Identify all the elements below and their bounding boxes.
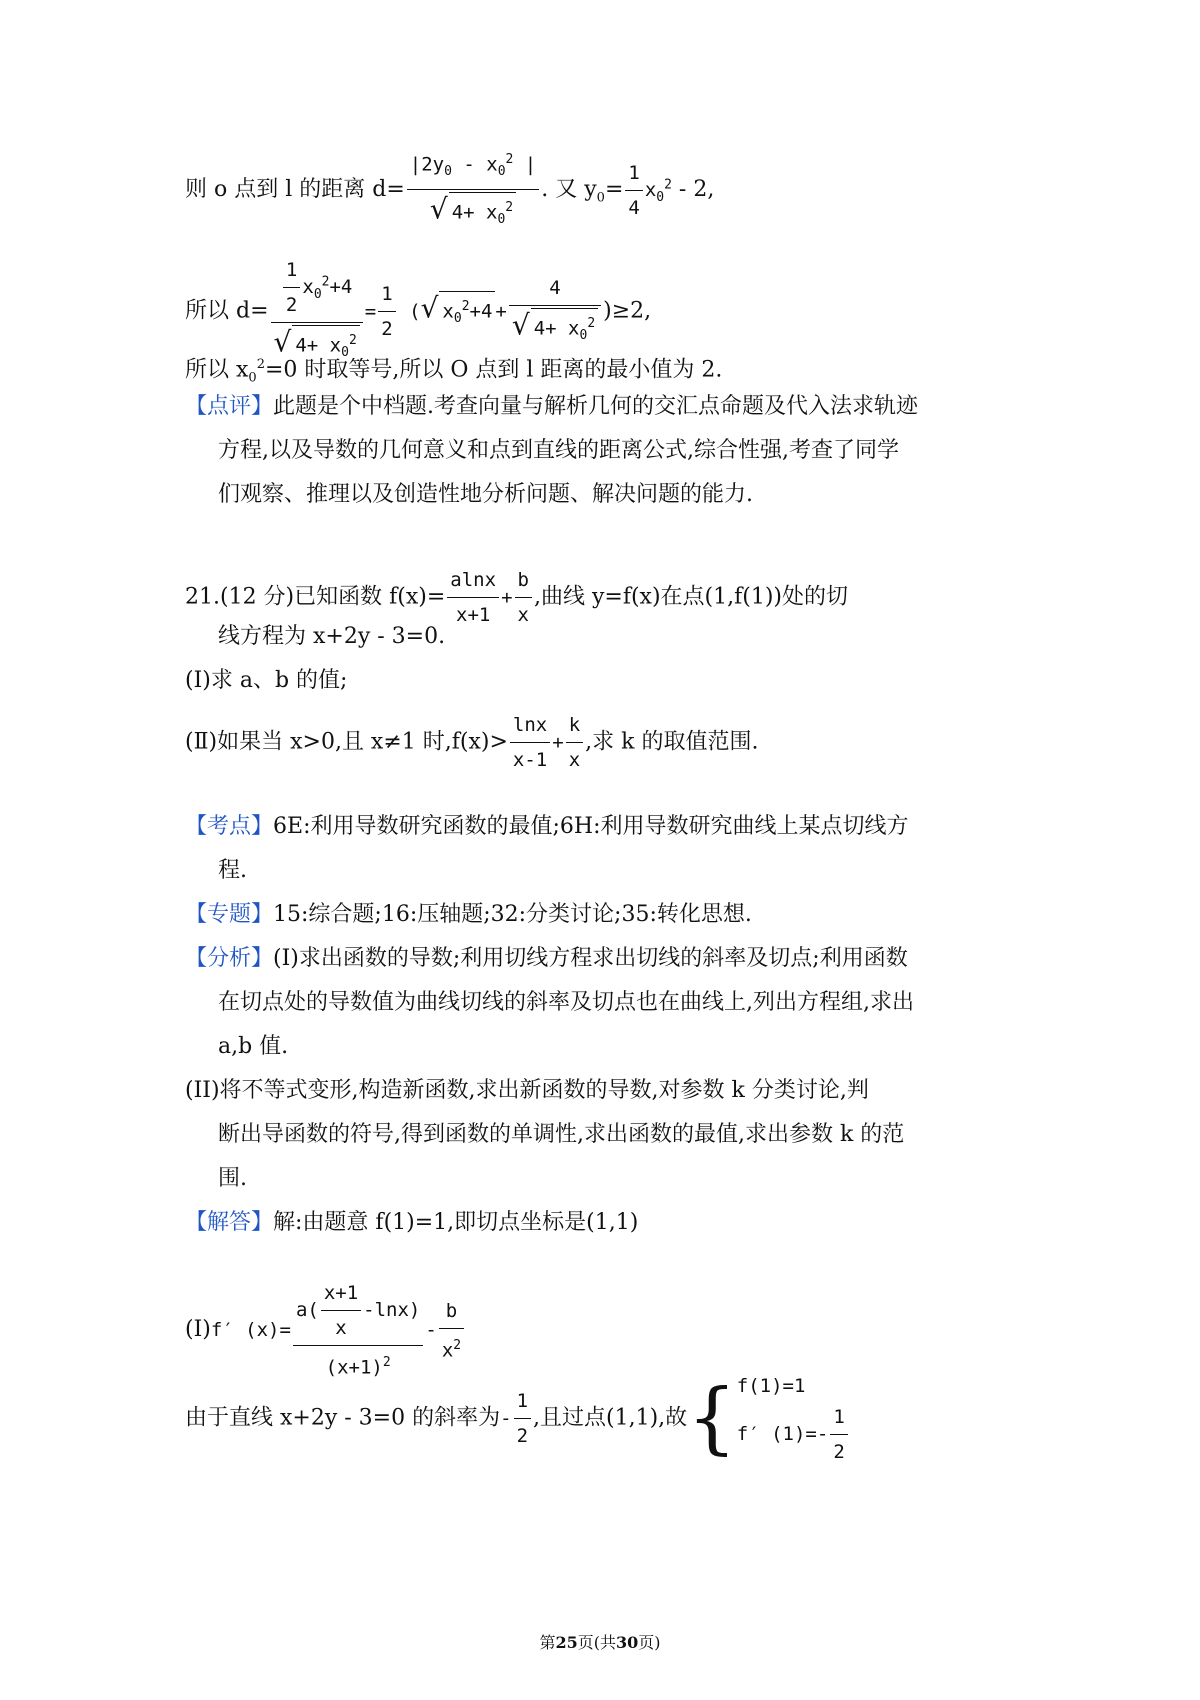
fenxi-line-3: a,b 值. [218,1034,289,1059]
jieda-label: 【解答】 [185,1210,274,1235]
zhuanti-label: 【专题】 [185,902,274,927]
problem-21-line-2: 线方程为 x+2y - 3=0. [218,624,446,649]
comment-label: 【点评】 [185,394,274,419]
comment-line-3: 们观察、推理以及创造性地分析问题、解决问题的能力. [218,482,753,507]
fenxi-label: 【分析】 [185,946,274,971]
distance-fraction: $\frac{|2y_0 - x_0^2 |}{√ 4+ x_0^2}$ [407,145,539,235]
distance-line: 则 o 点到 l 的距离 d= $\frac{|2y_0 - x_0^2 |}{√ 4+ x_0^2}$ . 又 $y_0=$ $\frac{1}{4}$ $x_0^2 - 2$, [185,145,714,235]
derivative-line: (Ⅰ)f′ (x)= a( $\frac{x+1}{x}$ -lnx) $(x+1)^2$ - $\frac{b}{x^2}$ [185,1278,466,1382]
slope-line: 由于直线 x+2y - 3=0 的斜率为- $\frac{1}{2}$ ,且过点(1,1),故{ f(1)=1 f′ (1)=- $\frac{1}{2}$ [185,1370,850,1467]
page-footer: 第25页(共30页) [539,1633,661,1652]
distance-label: 则 o 点到 l 的距离 d= [185,177,405,203]
inequality-line: 所以 d= $\frac{1}{2}$ $x_0^2+4$ √ $4+ x_0^2$ = $\frac{1}{2}$ (√ $x_0^2+4$ + $\frac{4}{√ 4+ x_0^2}$ )≥2, [185,255,651,368]
problem-21-part-2: (Ⅱ)如果当 x>0,且 x≠1 时,f(x)> $\frac{\ln x}{x-1}$ + $\frac{k}{x}$ ,求 k 的取值范围. [185,710,758,775]
problem-21-part-1: (Ⅰ)求 a、b 的值; [185,668,348,693]
kaodian-label: 【考点】 [185,814,274,839]
comment-line-1: 【点评】此题是个中档题.考查向量与解析几何的交汇点命题及代入法求轨迹 [185,394,919,419]
kaodian-line-2: 程. [218,858,247,883]
fenxi-line-1: 【分析】(I)求出函数的导数;利用切线方程求出切线的斜率及切点;利用函数 [185,946,908,971]
problem-21-line-1: 21.(12 分)已知函数 f(x)= $\frac{alnx}{x+1}$ + $\frac{b}{x}$ ,曲线 y=f(x)在点(1,f(1))处的切 [185,565,848,630]
system-brace: { [687,1373,737,1464]
comment-line-2: 方程,以及导数的几何意义和点到直线的距离公式,综合性强,考查了同学 [218,438,899,463]
derivative-fraction: a( $\frac{x+1}{x}$ -lnx) $(x+1)^2$ [293,1278,423,1382]
fenxi-line-5: 断出导函数的符号,得到函数的单调性,求出函数的最值,求出参数 k 的范 [218,1122,905,1147]
fenxi-line-2: 在切点处的导数值为曲线切线的斜率及切点也在曲线上,列出方程组,求出 [218,990,914,1015]
zhuanti-line: 【专题】15:综合题;16:压轴题;32:分类讨论;35:转化思想. [185,902,752,927]
quarter-fraction: $\frac{1}{4}$ [625,158,642,223]
d-fraction: $\frac{1}{2}$ $x_0^2+4$ √ $4+ x_0^2$ [271,255,363,368]
fenxi-line-4: (II)将不等式变形,构造新函数,求出新函数的导数,对参数 k 分类讨论,判 [185,1078,869,1103]
kaodian-line-1: 【考点】6E:利用导数研究函数的最值;6H:利用导数研究曲线上某点切线方 [185,814,909,839]
minimum-line: 所以 $x_0^2=0$ 时取等号,所以 O 点到 l 距离的最小值为 2. [185,357,723,386]
fenxi-line-6: 围. [218,1166,247,1191]
jieda-line: 【解答】解:由题意 f(1)=1,即切点坐标是(1,1) [185,1210,639,1235]
equation-system: f(1)=1 f′ (1)=- $\frac{1}{2}$ [737,1370,850,1467]
